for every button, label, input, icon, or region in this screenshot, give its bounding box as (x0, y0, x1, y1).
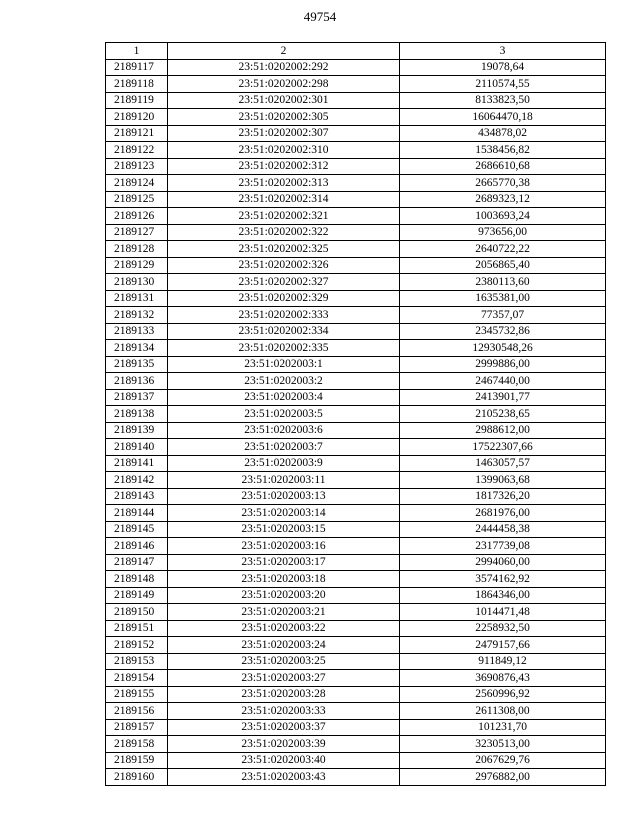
table-row (106, 175, 606, 192)
row-number-cell: 2189122 (106, 142, 168, 159)
table-row (106, 538, 606, 555)
table-row (106, 76, 606, 93)
cadastral-value-cell: 434878,02 (400, 125, 606, 142)
row-number-cell: 2189145 (106, 521, 168, 538)
cadastral-number-cell: 23:51:0202003:21 (168, 604, 400, 621)
table-row (106, 224, 606, 241)
cadastral-value-cell: 2976882,00 (400, 769, 606, 786)
row-number-cell: 2189136 (106, 373, 168, 390)
table-row (106, 241, 606, 258)
cadastral-number-cell: 23:51:0202002:334 (168, 323, 400, 340)
row-number-cell: 2189128 (106, 241, 168, 258)
cadastral-value-cell: 2988612,00 (400, 422, 606, 439)
cadastral-value-cell: 2994060,00 (400, 554, 606, 571)
row-number-cell: 2189118 (106, 76, 168, 93)
table-row (106, 719, 606, 736)
cadastral-number-cell: 23:51:0202002:326 (168, 257, 400, 274)
row-number-cell: 2189130 (106, 274, 168, 291)
cadastral-number-cell: 23:51:0202003:1 (168, 356, 400, 373)
table-row (106, 571, 606, 588)
cadastral-value-cell: 3574162,92 (400, 571, 606, 588)
cadastral-value-cell: 2105238,65 (400, 406, 606, 423)
cadastral-number-cell: 23:51:0202003:24 (168, 637, 400, 654)
cadastral-value-cell: 2640722,22 (400, 241, 606, 258)
cadastral-value-cell: 973656,00 (400, 224, 606, 241)
row-number-cell: 2189160 (106, 769, 168, 786)
cadastral-value-cell: 2444458,38 (400, 521, 606, 538)
row-number-cell: 2189124 (106, 175, 168, 192)
cadastral-value-cell: 1014471,48 (400, 604, 606, 621)
row-number-cell: 2189156 (106, 703, 168, 720)
table-row (106, 422, 606, 439)
row-number-cell: 2189127 (106, 224, 168, 241)
cadastral-value-cell: 2317739,08 (400, 538, 606, 555)
cadastral-number-cell: 23:51:0202003:4 (168, 389, 400, 406)
cadastral-number-cell: 23:51:0202003:16 (168, 538, 400, 555)
table-row (106, 736, 606, 753)
table-row (106, 257, 606, 274)
cadastral-number-cell: 23:51:0202002:298 (168, 76, 400, 93)
row-number-cell: 2189140 (106, 439, 168, 456)
row-number-cell: 2189148 (106, 571, 168, 588)
row-number-cell: 2189144 (106, 505, 168, 522)
cadastral-number-cell: 23:51:0202002:314 (168, 191, 400, 208)
row-number-cell: 2189152 (106, 637, 168, 654)
cadastral-number-cell: 23:51:0202002:310 (168, 142, 400, 159)
cadastral-value-cell: 2345732,86 (400, 323, 606, 340)
cadastral-number-cell: 23:51:0202003:28 (168, 686, 400, 703)
row-number-cell: 2189125 (106, 191, 168, 208)
cadastral-value-cell: 101231,70 (400, 719, 606, 736)
cadastral-number-cell: 23:51:0202002:325 (168, 241, 400, 258)
table-row (106, 637, 606, 654)
table-row (106, 554, 606, 571)
row-number-cell: 2189154 (106, 670, 168, 687)
cadastral-number-cell: 23:51:0202003:33 (168, 703, 400, 720)
cadastral-value-cell: 12930548,26 (400, 340, 606, 357)
cadastral-value-cell: 1817326,20 (400, 488, 606, 505)
table-row (106, 191, 606, 208)
cadastral-number-cell: 23:51:0202003:5 (168, 406, 400, 423)
cadastral-number-cell: 23:51:0202002:305 (168, 109, 400, 126)
cadastral-value-cell: 19078,64 (400, 59, 606, 76)
cadastral-value-cell: 2056865,40 (400, 257, 606, 274)
cadastral-number-cell: 23:51:0202002:321 (168, 208, 400, 225)
column-header-3: 3 (400, 43, 606, 60)
cadastral-value-cell: 2258932,50 (400, 620, 606, 637)
table-row (106, 340, 606, 357)
cadastral-number-cell: 23:51:0202003:14 (168, 505, 400, 522)
table-row (106, 59, 606, 76)
cadastral-value-cell: 2479157,66 (400, 637, 606, 654)
cadastral-value-cell: 16064470,18 (400, 109, 606, 126)
table-row (106, 604, 606, 621)
table-row (106, 703, 606, 720)
row-number-cell: 2189149 (106, 587, 168, 604)
cadastral-value-cell: 2560996,92 (400, 686, 606, 703)
cadastral-number-cell: 23:51:0202002:312 (168, 158, 400, 175)
row-number-cell: 2189129 (106, 257, 168, 274)
cadastral-value-cell: 1538456,82 (400, 142, 606, 159)
cadastral-number-cell: 23:51:0202003:6 (168, 422, 400, 439)
cadastral-value-table (105, 42, 606, 786)
table-row (106, 356, 606, 373)
cadastral-number-cell: 23:51:0202003:39 (168, 736, 400, 753)
cadastral-value-cell: 2611308,00 (400, 703, 606, 720)
table-row (106, 307, 606, 324)
table-header-row (106, 43, 606, 60)
table-row (106, 142, 606, 159)
table-row (106, 389, 606, 406)
row-number-cell: 2189133 (106, 323, 168, 340)
row-number-cell: 2189135 (106, 356, 168, 373)
table-row (106, 472, 606, 489)
cadastral-value-cell: 2999886,00 (400, 356, 606, 373)
cadastral-number-cell: 23:51:0202002:335 (168, 340, 400, 357)
row-number-cell: 2189120 (106, 109, 168, 126)
cadastral-value-cell: 17522307,66 (400, 439, 606, 456)
cadastral-value-cell: 3690876,43 (400, 670, 606, 687)
cadastral-number-cell: 23:51:0202003:13 (168, 488, 400, 505)
row-number-cell: 2189157 (106, 719, 168, 736)
table-body (106, 59, 606, 785)
cadastral-number-cell: 23:51:0202003:7 (168, 439, 400, 456)
table-row (106, 274, 606, 291)
cadastral-number-cell: 23:51:0202002:327 (168, 274, 400, 291)
table-row (106, 92, 606, 109)
cadastral-value-cell: 3230513,00 (400, 736, 606, 753)
cadastral-value-cell: 2681976,00 (400, 505, 606, 522)
table-row (106, 620, 606, 637)
table-row (106, 521, 606, 538)
table-row (106, 769, 606, 786)
table-row (106, 373, 606, 390)
cadastral-value-cell: 911849,12 (400, 653, 606, 670)
row-number-cell: 2189137 (106, 389, 168, 406)
row-number-cell: 2189143 (106, 488, 168, 505)
page-number: 49754 (303, 9, 337, 24)
cadastral-number-cell: 23:51:0202002:313 (168, 175, 400, 192)
row-number-cell: 2189119 (106, 92, 168, 109)
table-row (106, 488, 606, 505)
table-row (106, 158, 606, 175)
row-number-cell: 2189158 (106, 736, 168, 753)
table-row (106, 208, 606, 225)
cadastral-number-cell: 23:51:0202003:22 (168, 620, 400, 637)
cadastral-value-cell: 1635381,00 (400, 290, 606, 307)
cadastral-value-cell: 1399063,68 (400, 472, 606, 489)
cadastral-number-cell: 23:51:0202003:9 (168, 455, 400, 472)
row-number-cell: 2189131 (106, 290, 168, 307)
table-row (106, 109, 606, 126)
row-number-cell: 2189141 (106, 455, 168, 472)
table-row (106, 686, 606, 703)
cadastral-number-cell: 23:51:0202003:11 (168, 472, 400, 489)
table-row (106, 587, 606, 604)
row-number-cell: 2189155 (106, 686, 168, 703)
row-number-cell: 2189151 (106, 620, 168, 637)
cadastral-number-cell: 23:51:0202002:329 (168, 290, 400, 307)
table-row (106, 670, 606, 687)
row-number-cell: 2189123 (106, 158, 168, 175)
cadastral-value-cell: 2380113,60 (400, 274, 606, 291)
cadastral-value-cell: 2686610,68 (400, 158, 606, 175)
row-number-cell: 2189121 (106, 125, 168, 142)
cadastral-number-cell: 23:51:0202002:307 (168, 125, 400, 142)
cadastral-value-cell: 2110574,55 (400, 76, 606, 93)
table-row (106, 653, 606, 670)
table-row (106, 752, 606, 769)
column-header-1: 1 (106, 43, 168, 60)
table-row (106, 125, 606, 142)
row-number-cell: 2189150 (106, 604, 168, 621)
table-row (106, 406, 606, 423)
table-row (106, 439, 606, 456)
row-number-cell: 2189153 (106, 653, 168, 670)
table-row (106, 323, 606, 340)
cadastral-value-cell: 2665770,38 (400, 175, 606, 192)
cadastral-number-cell: 23:51:0202003:17 (168, 554, 400, 571)
cadastral-number-cell: 23:51:0202002:301 (168, 92, 400, 109)
cadastral-value-cell: 1003693,24 (400, 208, 606, 225)
cadastral-value-cell: 2067629,76 (400, 752, 606, 769)
table-row (106, 505, 606, 522)
cadastral-number-cell: 23:51:0202003:2 (168, 373, 400, 390)
row-number-cell: 2189126 (106, 208, 168, 225)
cadastral-number-cell: 23:51:0202003:18 (168, 571, 400, 588)
row-number-cell: 2189132 (106, 307, 168, 324)
cadastral-value-cell: 2413901,77 (400, 389, 606, 406)
cadastral-number-cell: 23:51:0202003:20 (168, 587, 400, 604)
cadastral-number-cell: 23:51:0202002:333 (168, 307, 400, 324)
cadastral-value-cell: 8133823,50 (400, 92, 606, 109)
column-header-2: 2 (168, 43, 400, 60)
row-number-cell: 2189138 (106, 406, 168, 423)
cadastral-number-cell: 23:51:0202003:40 (168, 752, 400, 769)
cadastral-number-cell: 23:51:0202003:15 (168, 521, 400, 538)
cadastral-number-cell: 23:51:0202003:27 (168, 670, 400, 687)
cadastral-number-cell: 23:51:0202002:292 (168, 59, 400, 76)
cadastral-number-cell: 23:51:0202003:43 (168, 769, 400, 786)
cadastral-value-cell: 2467440,00 (400, 373, 606, 390)
table-row (106, 290, 606, 307)
cadastral-value-cell: 2689323,12 (400, 191, 606, 208)
row-number-cell: 2189142 (106, 472, 168, 489)
row-number-cell: 2189147 (106, 554, 168, 571)
row-number-cell: 2189139 (106, 422, 168, 439)
cadastral-number-cell: 23:51:0202003:37 (168, 719, 400, 736)
cadastral-number-cell: 23:51:0202002:322 (168, 224, 400, 241)
row-number-cell: 2189134 (106, 340, 168, 357)
row-number-cell: 2189159 (106, 752, 168, 769)
row-number-cell: 2189146 (106, 538, 168, 555)
cadastral-value-cell: 1463057,57 (400, 455, 606, 472)
cadastral-value-cell: 77357,07 (400, 307, 606, 324)
cadastral-value-cell: 1864346,00 (400, 587, 606, 604)
table-row (106, 455, 606, 472)
row-number-cell: 2189117 (106, 59, 168, 76)
cadastral-number-cell: 23:51:0202003:25 (168, 653, 400, 670)
